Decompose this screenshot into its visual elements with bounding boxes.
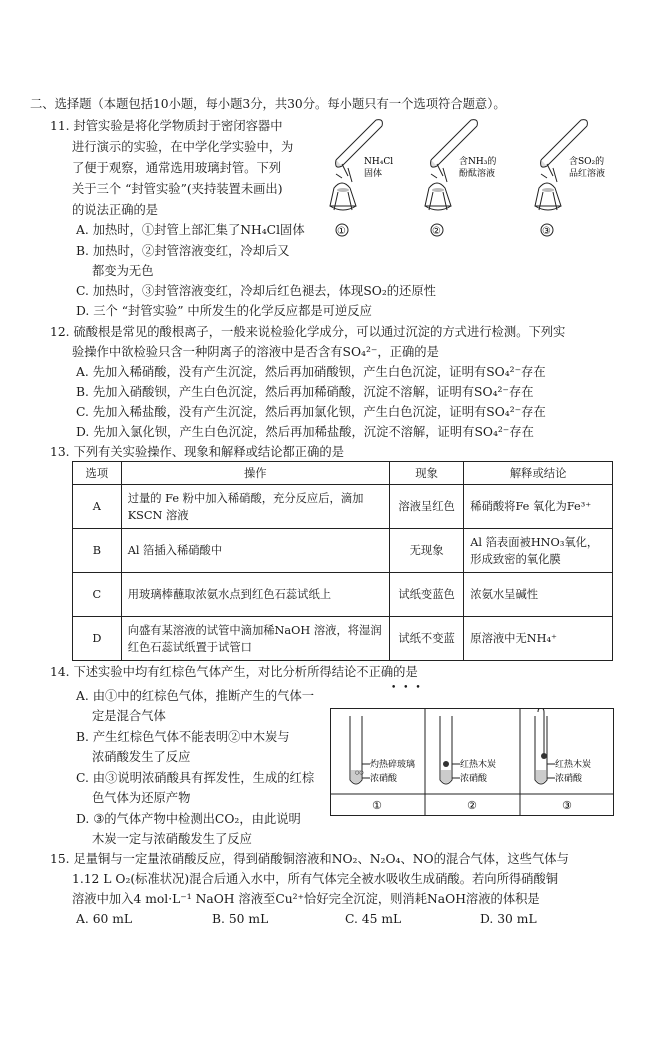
q15-stem-line: 1.12 L O₂(标准状况)混合后通入水中，所有气体完全被水吸收生成硝酸。若向所得硝酸铜 [72, 872, 559, 886]
q15-stem-line: 15. 足量铜与一定量浓硝酸反应，得到硝酸铜溶液和NO₂、N₂O₄、NO的混合气体，这些气体与 [50, 852, 569, 866]
header-operation: 操作 [121, 462, 389, 485]
row-operation: 向盛有某溶液的试管中滴加稀NaOH 溶液，将湿润红色石蕊试纸置于试管口 [121, 617, 389, 661]
row-phenomenon: 试纸不变蓝 [389, 617, 463, 661]
apparatus-3-label-b: 浓硝酸 [555, 774, 583, 784]
tube-2-num: ② [432, 226, 441, 237]
q12-stem-line: 12. 硫酸根是常见的酸根离子，一般来说检验化学成分，可以通过沉淀的方式进行检测。下列实 [50, 325, 566, 339]
sealed-tube-figure [322, 118, 622, 244]
q15-option-a: A. 60 mL [76, 912, 133, 926]
q11-option-b-cont: 都变为无色 [92, 264, 154, 278]
q12-option-c: C. 先加入稀盐酸，没有产生沉淀，然后再加氯化钡，产生白色沉淀，证明有SO₄²⁻存在 [76, 405, 546, 419]
tube-2-label: 含NH₃的 [459, 157, 497, 167]
header-phenomenon: 现象 [389, 462, 463, 485]
tube-2-label2: 酚酞溶液 [459, 169, 496, 179]
q14-option-a-cont: 定是混合气体 [92, 709, 166, 723]
row-phenomenon: 试纸变蓝色 [389, 573, 463, 617]
nitric-acid-apparatus [330, 708, 614, 816]
section-heading: 二、选择题（本题包括10小题，每小题3分，共30分。每小题只有一个选项符合题意）。 [30, 97, 506, 111]
q13-stem: 13. 下列有关实验操作、现象和解释或结论都正确的是 [50, 445, 344, 459]
row-key: D [73, 617, 122, 661]
table-row [73, 617, 613, 661]
apparatus-1-label-a: 灼热碎玻璃 [370, 760, 416, 770]
q11-stem-line: 11. 封管实验是将化学物质封于密闭容器中 [50, 119, 283, 133]
q14-option-d-cont: 木炭一定与浓硝酸发生了反应 [92, 832, 252, 846]
q14-option-c-cont: 色气体为还原产物 [92, 791, 191, 805]
header-explanation: 解释或结论 [464, 462, 613, 485]
apparatus-1-num: ① [372, 799, 382, 812]
row-operation: 过量的 Fe 粉中加入稀硝酸，充分反应后，滴加 KSCN 溶液 [121, 485, 389, 529]
table-row [73, 529, 613, 573]
q12-option-b: B. 先加入硝酸钡，产生白色沉淀，然后再加稀硝酸，沉淀不溶解，证明有SO₄²⁻存在 [76, 385, 534, 399]
q14-option-b-cont: 浓硝酸发生了反应 [92, 750, 191, 764]
row-explanation: 浓氨水呈碱性 [464, 573, 613, 617]
tube-1-label2: 固体 [364, 169, 383, 179]
tube-3-label: 含SO₂的 [569, 157, 605, 167]
q14-option-a: A. 由①中的红棕色气体，推断产生的气体一 [76, 689, 315, 703]
apparatus-2-label-a: 红热木炭 [460, 760, 497, 770]
row-operation: 用玻璃棒蘸取浓氨水点到红色石蕊试纸上 [121, 573, 389, 617]
q11-stem-line: 了便于观察，通常选用玻璃封管。下列 [72, 161, 282, 175]
q14-stem: 14. 下述实验中均有红棕色气体产生，对比分析所得结论不正确的是 [50, 665, 418, 679]
q11-stem-line: 进行演示的实验，在中学化学实验中，为 [72, 140, 294, 154]
apparatus-1-label-b: 浓硝酸 [370, 774, 398, 784]
q11-option-d: D. 三个 “封管实验” 中所发生的化学反应都是可逆反应 [76, 304, 372, 318]
svg-text:○○: ○○ [355, 770, 364, 776]
q14-option-c: C. 由③说明浓硝酸具有挥发性，生成的红棕 [76, 771, 315, 785]
apparatus-3-num: ③ [562, 799, 572, 812]
row-explanation: 原溶液中无NH₄⁺ [464, 617, 613, 661]
q14-option-b: B. 产生红棕色气体不能表明②中木炭与 [76, 730, 290, 744]
q11-option-a: A. 加热时，①封管上部汇集了NH₄Cl固体 [76, 223, 305, 237]
row-explanation: Al 箔表面被HNO₃氧化，形成致密的氧化膜 [464, 529, 613, 573]
q15-option-c: C. 45 mL [345, 912, 402, 926]
row-operation: Al 箔插入稀硝酸中 [121, 529, 389, 573]
apparatus-2-num: ② [467, 799, 477, 812]
tube-1-num: ① [337, 226, 346, 237]
q15-stem-line: 溶液中加入4 mol·L⁻¹ NaOH 溶液至Cu²⁺恰好完全沉淀，则消耗NaOH溶液的体积是 [72, 892, 540, 906]
q12-option-a: A. 先加入稀硝酸，没有产生沉淀，然后再加硝酸钡，产生白色沉淀，证明有SO₄²⁻存在 [76, 365, 546, 379]
q12-stem-line: 验操作中欲检验只含一种阴离子的溶液中是否含有SO₄²⁻，正确的是 [72, 345, 439, 359]
tube-3-num: ③ [542, 226, 551, 237]
tube-1-label: NH₄Cl [364, 157, 394, 167]
row-phenomenon: 溶液呈红色 [389, 485, 463, 529]
q14-option-d: D. ③的气体产物中检测出CO₂，由此说明 [76, 812, 301, 826]
q11-stem-line: 关于三个 “封管实验”(夹持装置未画出) [72, 182, 283, 196]
row-key: B [73, 529, 122, 573]
q15-option-d: D. 30 mL [480, 912, 537, 926]
table-row [73, 485, 613, 529]
q11-stem-line: 的说法正确的是 [72, 203, 159, 217]
q12-option-d: D. 先加入氯化钡，产生白色沉淀，然后再加稀盐酸，沉淀不溶解，证明有SO₄²⁻存在 [76, 425, 534, 439]
table-row [73, 573, 613, 617]
q11-option-c: C. 加热时，③封管溶液变红，冷却后红色褪去，体现SO₂的还原性 [76, 284, 436, 298]
row-key: A [73, 485, 122, 529]
row-explanation: 稀硝酸将Fe 氧化为Fe³⁺ [464, 485, 613, 529]
row-key: C [73, 573, 122, 617]
row-phenomenon: 无现象 [389, 529, 463, 573]
q15-option-b: B. 50 mL [212, 912, 269, 926]
apparatus-3-label-a: 红热木炭 [555, 760, 592, 770]
header-option: 选项 [73, 462, 122, 485]
apparatus-2-label-b: 浓硝酸 [460, 774, 488, 784]
table-header-row [73, 462, 613, 485]
q14-emphasis-dots: • • • [391, 683, 423, 693]
tube-3-label2: 品红溶液 [569, 169, 606, 179]
q11-option-b: B. 加热时，②封管溶液变红，冷却后又 [76, 244, 290, 258]
q13-table [72, 461, 613, 661]
